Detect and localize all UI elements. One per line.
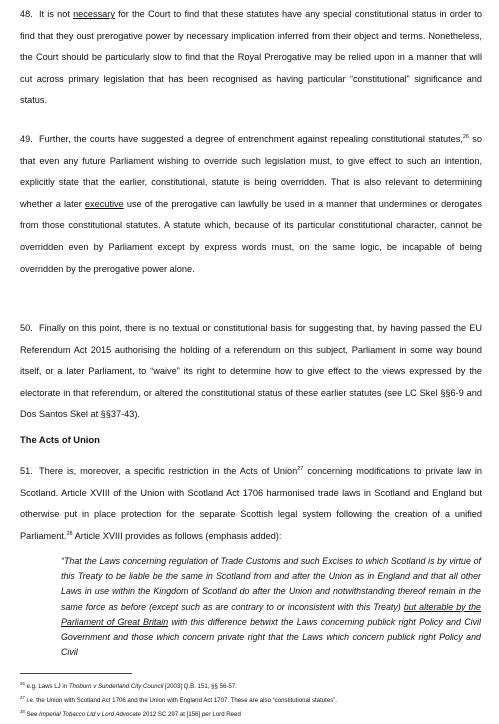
- footnote-mark: 26: [20, 680, 25, 686]
- footnote-text: 2012 SC 297 at [156]: [140, 711, 202, 718]
- footnote-case-name: Thoburn v Sunderland City Council: [68, 683, 164, 690]
- paragraph-number: 50.: [20, 323, 33, 333]
- underlined-word: executive: [84, 198, 124, 209]
- paragraph-text: Article XVIII provides as follows (emphasis added):: [72, 530, 282, 541]
- paragraph-text: There is, moreover, a specific restriction in the Acts of Union: [39, 466, 298, 476]
- section-heading: The Acts of Union: [20, 434, 100, 445]
- paragraph-number: 51.: [20, 466, 33, 476]
- paragraph-50: [20, 318, 482, 426]
- paragraph-number: 49.: [20, 134, 33, 144]
- footnote-ref[interactable]: 26: [462, 133, 470, 140]
- footnote-ref[interactable]: 27: [297, 465, 304, 472]
- footnote-italic: per: [201, 711, 211, 718]
- footnote-text: [2003] Q.B. 151, §§ 56-57.: [163, 683, 237, 690]
- paragraph-text: so that even any future Parliament wishing to override such legislation must, to give effect to such an intention, explicitly state that the earlier, constitutional, statute is being overridden. That is also relevant to determining whether a later: [20, 134, 482, 209]
- paragraph-48: [20, 4, 482, 112]
- block-quote: [61, 554, 481, 660]
- paragraph-text: Finally on this point, there is no textual or constitutional basis for suggesting that, by having passed the EU Referendum Act 2015 authorising the holding of a referendum on this subject, Parliament in some way bound itself, or a later Parliament, to “waive” its right to determine how to give effect to the views expressed by the electorate in that referendum, or altered the constitutional status of these earlier statutes (see LC Skel §§6-9 and Dos Santos Skel at §§37-43).: [20, 323, 482, 420]
- paragraph-number: 48.: [20, 9, 33, 19]
- footnote-case-name: Imperial Tobacco Ltd v Lord Advocate: [39, 711, 141, 718]
- footnote-ref[interactable]: 28: [66, 530, 73, 537]
- paragraph-text: concerning modifications to private law in Scotland. Article XVIII of the Union with Scotland Act 1706 harmonised trade laws in Scotland and England but otherwise put in place protection for the separate Scottish legal system following the creation of a unified Parliament.: [20, 466, 482, 541]
- paragraph-text: Further, the courts have suggested a degree of entrenchment against repealing constitutional statutes,: [39, 134, 463, 144]
- footnote-27: [20, 694, 490, 705]
- footnote-26: [20, 680, 490, 691]
- footnote-text: See: [26, 711, 40, 718]
- footnote-28: [20, 708, 490, 719]
- quote-emphasis: but alterable by the Parliament of Great Britain: [61, 601, 481, 627]
- quote-text: with this difference betwixt the Laws concerning publick right Policy and Civil Government and those which concern private right that the Laws which concern publick right Policy and Civil: [61, 616, 481, 658]
- paragraph-text: for the Court to find that these statutes have any special constitutional status in order to find that they oust prerogative power by necessary implication inferred from their object and terms. Nonetheless, the Court should be particularly slow to find that the Royal Prerogative may be relied upon in a manner that will cut across primary legislation that has been recognised as having particular “constitutional” significance and status.: [20, 9, 482, 106]
- paragraph-text: It is not: [39, 9, 74, 19]
- footnote-mark: 27: [20, 694, 25, 700]
- footnote-text: i.e. the Union with Scotland Act 1706 and the Union with England Act 1707. These are also “constitutional statutes”.: [26, 697, 338, 704]
- underlined-word: necessary: [73, 9, 115, 19]
- quote-text: “That the Laws concerning regulation of Trade Customs and such Excises to which Scotland is by virtue of this Treaty to be liable be the same in Scotland from and after the Union as in England and that all other Laws in use within the Kingdom of Scotland do after the Union and notwithstanding thereof remain in the same force as before (except such as are contrary to or inconsistent with this Treaty): [61, 556, 481, 612]
- footnote-separator: [20, 673, 132, 674]
- paragraph-text: use of the prerogative can lawfully be used in a manner that undermines or derogates from those constitutional statutes. A statute which, because of its particular constitutional character, cannot be overridden even by Parliament except by express words must, on the same logic, be incapable of being overridden by the prerogative power alone.: [20, 198, 483, 274]
- footnote-mark: 28: [20, 708, 25, 714]
- paragraph-51: [20, 461, 482, 547]
- footnote-text: Lord Reed: [210, 711, 241, 718]
- footnote-text: e.g. Laws LJ in: [26, 683, 69, 690]
- paragraph-49: [20, 129, 482, 280]
